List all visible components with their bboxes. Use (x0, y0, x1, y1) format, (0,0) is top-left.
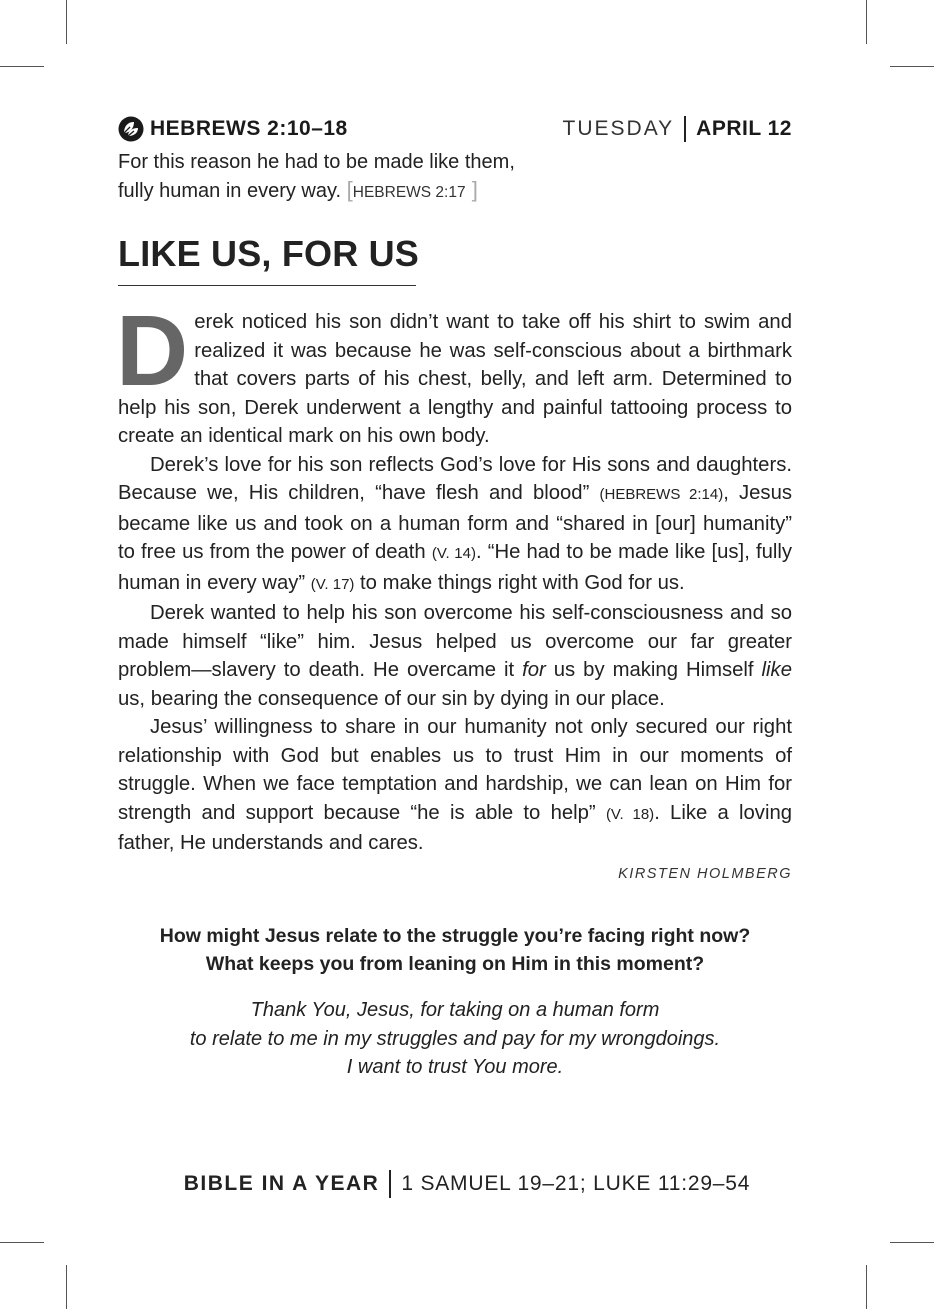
paragraph-text: erek noticed his son didn’t want to take off his shirt to swim and realized it was because he was self-conscious about a birthmark that covers parts of his chest, belly, and left arm. Determined to help his son, Derek underwent a lengthy and painful tattooing process to create an identical mark on his own body. (118, 311, 792, 447)
paragraph-text: to make things right with God for us. (354, 571, 685, 594)
reflection-question: How might Jesus relate to the struggle you’re facing right now? (159, 925, 751, 947)
prayer-line: I want to trust You more. (346, 1056, 564, 1078)
date (563, 116, 792, 142)
paragraph-text: us, bearing the consequence of our sin by dying in our place. (118, 687, 665, 710)
bracket: [ (346, 177, 353, 202)
page-title: LIKE US, FOR US (118, 233, 420, 274)
divider (684, 116, 686, 142)
emphasis: like (761, 659, 792, 681)
key-verse-line: fully human in every way. (118, 180, 342, 202)
citation: (HEBREWS 2:14) (599, 486, 724, 503)
title-rule (118, 285, 416, 286)
prayer-line: to relate to me in my struggles and pay for my wrongdoings. (189, 1027, 721, 1050)
crop-mark (0, 66, 44, 67)
paragraph-text: , Jesus became like us and took on a human form and “shared in [our] humanity” to free us from the power of death (118, 482, 792, 563)
bracket: ] (465, 177, 478, 202)
paragraph-text: . “He had to be made like [us], fully human in every way” (118, 541, 793, 594)
paragraph (118, 713, 792, 858)
author-name: KIRSTEN HOLMBERG (618, 865, 792, 882)
leaf-icon (118, 116, 144, 142)
key-verse (118, 148, 792, 207)
paragraph-text: Derek wanted to help his son overcome his self-consciousness and so made himself “like” him. Jesus helped us overcome our far greater problem—slavery to death. He overcame it (118, 602, 792, 681)
crop-mark (866, 1265, 867, 1309)
paragraph (118, 451, 792, 600)
crop-mark (866, 0, 867, 44)
passage-reference (118, 116, 348, 142)
footer-label: BIBLE IN A YEAR (183, 1172, 380, 1195)
citation: (V. 14) (431, 545, 476, 562)
bible-in-a-year (0, 1170, 934, 1198)
reflection-question: What keeps you from leaning on Him in this moment? (205, 953, 705, 975)
passage-text: HEBREWS 2:10–18 (150, 117, 348, 140)
divider (389, 1170, 391, 1198)
paragraph-text: . Like a loving father, He understands and cares. (118, 801, 793, 854)
devotional-page (118, 114, 792, 1082)
paragraph-text: us by making Himself (553, 659, 754, 681)
citation: (V. 17) (310, 575, 355, 593)
prayer (118, 996, 792, 1082)
date-label: APRIL 12 (696, 117, 792, 140)
paragraph (116, 295, 792, 451)
article-body (116, 295, 793, 888)
citation: (V. 18) (605, 805, 655, 823)
crop-mark (890, 1242, 934, 1243)
reflection-questions (118, 922, 792, 978)
footer-reading: 1 SAMUEL 19–21; LUKE 11:29–54 (401, 1172, 751, 1195)
prayer-line: Thank You, Jesus, for taking on a human form (250, 999, 660, 1021)
crop-mark (66, 1265, 67, 1309)
key-verse-reference: HEBREWS 2:17 (352, 184, 466, 201)
day-label: TUESDAY (562, 117, 675, 140)
crop-mark (890, 66, 934, 67)
drop-cap: D (116, 295, 189, 407)
emphasis: for (522, 659, 546, 681)
crop-mark (66, 0, 67, 44)
key-verse-line: For this reason he had to be made like them, (118, 151, 515, 173)
header (118, 114, 792, 144)
paragraph-text: Derek’s love for his son reflects God’s love for His sons and daughters. Because we, His children, “have flesh and blood” (118, 453, 792, 504)
crop-mark (0, 1242, 44, 1243)
paragraph-text: Jesus’ willingness to share in our humanity not only secured our right relationship with God but enables us to trust Him in our moments of struggle. When we face temptation and hardship, we can lean on Him for strength and support because “he is able to help” (118, 716, 792, 824)
paragraph (118, 599, 792, 713)
